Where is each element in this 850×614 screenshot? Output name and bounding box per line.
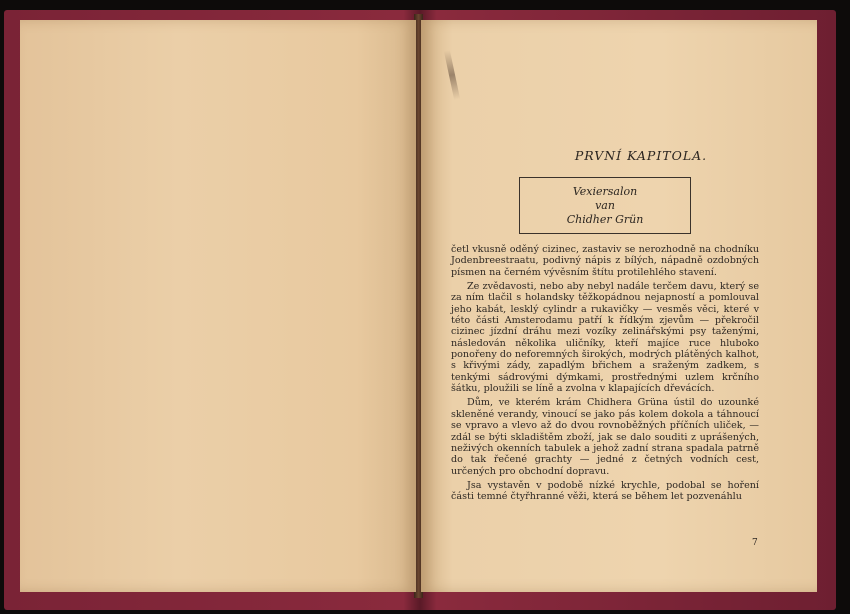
page-number: 7	[752, 538, 758, 548]
chapter-title: PRVNÍ KAPITOLA.	[574, 148, 708, 163]
paragraph: Ze zvědavosti, nebo aby nebyl nadále terčem davu, který se za ním tlačil s holandsky těžkopádnou nejapností a pomlouval jeho kabát, lesklý cylindr a rukavičky — vesměs věci, které v této části Amsterodamu patří k řídkým zjevům — překročil cizinec jízdní dráhu mezi vozíky zelinářskými psy taženými, následován několika uličníky, kteří majíce ruce hluboko ponořeny do neforemných širokých, modrých plátěných kalhot, s křivými zády, zapadlým břichem a sraženým zadkem, s tenkými sádrovými dýmkami, prostřednými uzlem krčního šátku, ploužili se líně a zvolna v klapajících dřevácích.	[451, 281, 759, 395]
paragraph: Jsa vystavěn v podobě nízké krychle, podobal se hoření části temné čtyřhranné věži, která se během let pozvenáhlu	[451, 479, 759, 503]
right-page	[421, 20, 817, 592]
sign-line: Chidher Grün	[566, 212, 644, 226]
sign-line: van	[595, 198, 615, 212]
body-text	[451, 244, 759, 506]
page-smudge	[444, 50, 460, 100]
paragraph: Dům, ve kterém krám Chidhera Grüna ústil do uzounké skleněné verandy, vinoucí se jako pás kolem dokola a táhnoucí se vpravo a vlevo až do dvou rovnoběžných příčních uliček, — zdál se býti skladištěm zboží, jak se dalo souditi z uprášených, neživých okenních tabulek a jehož zadní strana spadala patrně do tak řečené grachty — jedné z četných vodních cest, určených pro obchodní dopravu.	[451, 397, 759, 477]
left-page-blank	[20, 20, 416, 592]
paragraph: četl vkusně oděný cizinec, zastaviv se nerozhodně na chodníku Jodenbreestraatu, podivný nápis z bílých, nápadně ozdobných písmen na černém vývěsním štítu protilehlého stavení.	[451, 244, 759, 278]
sign-line: Vexiersalon	[572, 184, 638, 198]
sign-box	[519, 177, 691, 234]
